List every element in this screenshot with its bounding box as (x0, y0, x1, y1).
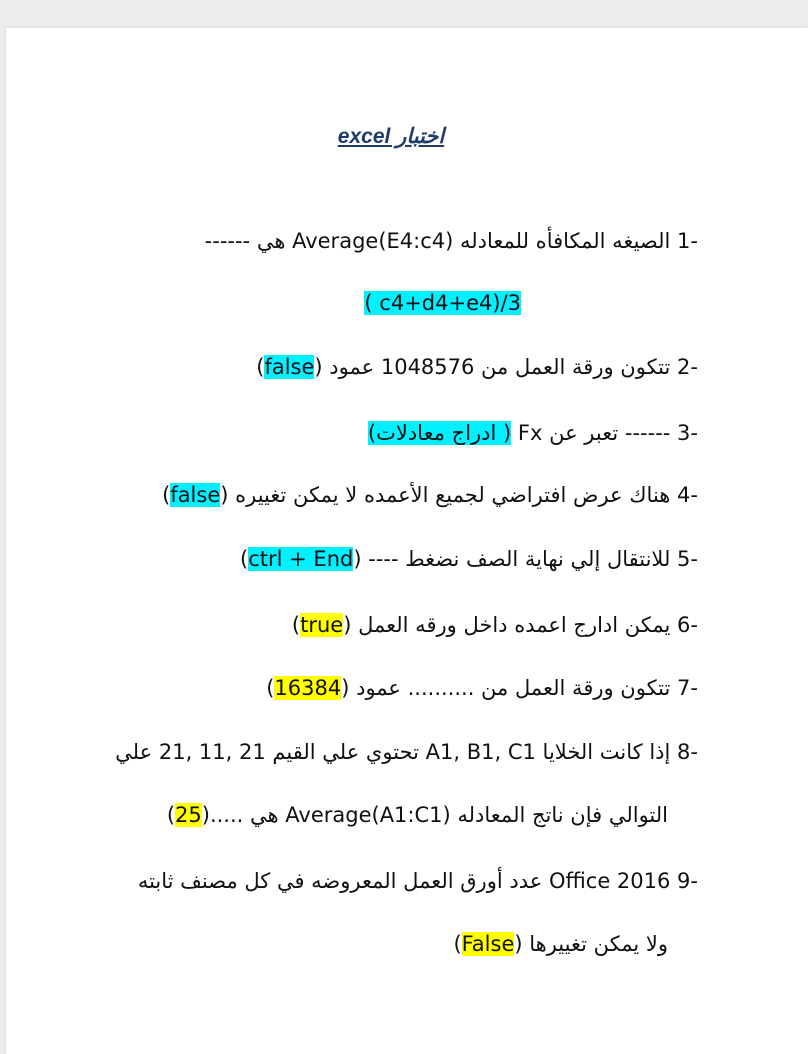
question-text: إذا كانت الخلايا A1, B1, C1 تحتوي علي القيم 21 ,11 ,21 علي (115, 740, 671, 764)
question-3 (368, 418, 698, 448)
answer-highlight: ctrl + End (248, 547, 354, 571)
closing-paren: ) (166, 803, 176, 827)
question-8 (115, 737, 698, 767)
answer-highlight: true (300, 613, 344, 637)
question-1-answer-line (364, 288, 521, 318)
answer-highlight: false (170, 483, 221, 507)
closing-paren: ) (256, 355, 265, 379)
question-9 (138, 866, 698, 896)
answer-highlight: 25 (175, 803, 202, 827)
question-number: -6 (677, 613, 698, 637)
question-4 (162, 480, 698, 510)
answer-highlight: 16384 (274, 676, 342, 700)
question-number: -8 (677, 740, 698, 764)
question-text: التوالي فإن ناتج المعادله Average(A1:C1) هي .....( (201, 803, 668, 827)
question-1 (205, 226, 698, 256)
question-text: هناك عرض افتراضي لجميع الأعمده لا يمكن تغييره ( (220, 483, 671, 507)
question-text: للانتقال إلي نهاية الصف نضغط ---- ( (353, 547, 671, 571)
question-number: -9 (677, 869, 698, 893)
closing-paren: ) (266, 676, 275, 700)
question-text: ------ تعبر عن Fx (517, 421, 671, 445)
answer-highlight: ( ادراج معادلات) (367, 421, 512, 445)
question-number: -1 (677, 229, 698, 253)
question-6 (292, 610, 698, 640)
question-number: -2 (677, 355, 698, 379)
closing-paren: ) (240, 547, 249, 571)
question-number: -3 (677, 421, 698, 445)
question-text: يمكن ادارج اعمده داخل ورقه العمل ( (343, 613, 671, 637)
question-text: Office 2016 عدد أورق العمل المعروضه في كل مصنف ثابته (137, 869, 671, 893)
question-7 (266, 673, 698, 703)
question-number: -7 (677, 676, 698, 700)
document-page (6, 28, 808, 1054)
question-number: -4 (677, 483, 698, 507)
question-text: تتكون ورقة العمل من .......... عمود ( (341, 676, 671, 700)
question-text: ولا يمكن تغييرها ( (514, 932, 668, 956)
document-title: اختبار excel (337, 125, 445, 148)
question-text: الصيغه المكافأه للمعادله Average(E4:c4) هي ------ (204, 229, 671, 253)
question-9-continuation (453, 929, 668, 959)
question-8-continuation (167, 800, 668, 830)
question-number: -5 (677, 547, 698, 571)
closing-paren: ) (453, 932, 462, 956)
answer-highlight: false (264, 355, 315, 379)
closing-paren: ) (291, 613, 301, 637)
question-text: تتكون ورقة العمل من 1048576 عمود ( (314, 355, 671, 379)
closing-paren: ) (162, 483, 171, 507)
question-2 (256, 352, 698, 382)
answer-highlight: ( c4+d4+e4)/3 (364, 291, 521, 315)
answer-highlight: False (461, 932, 515, 956)
question-5 (240, 544, 698, 574)
